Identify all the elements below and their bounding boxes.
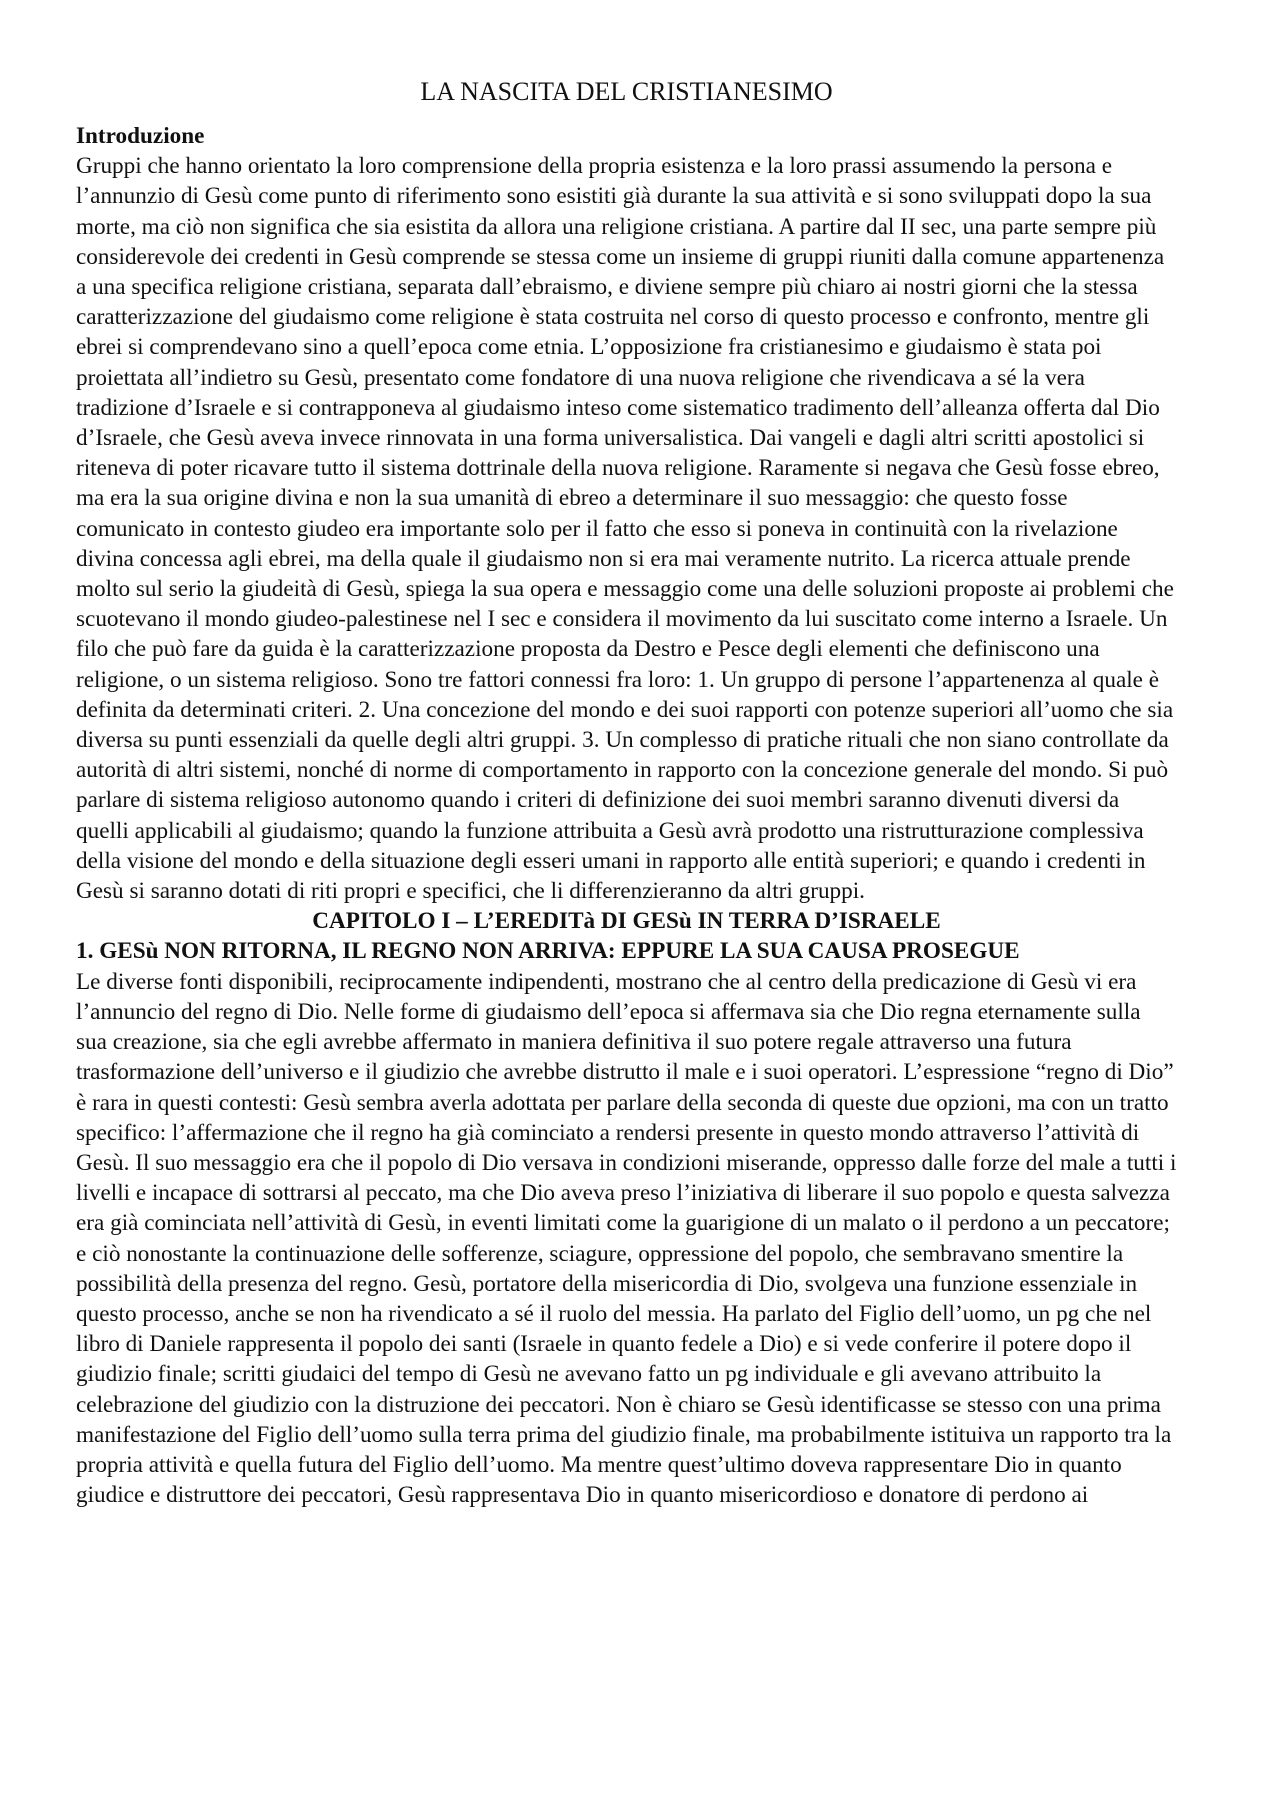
chapter-heading: CAPITOLO I – L’EREDITà DI GESù IN TERRA D’ISRAELE (312, 908, 941, 935)
section-paragraph: Le diverse fonti disponibili, reciprocamente indipendenti, mostrano che al centro della predicazione di Gesù vi era l’annuncio del regno di Dio. Nelle forme di giudaismo dell’epoca si affermava sia che Dio regna eternamente sulla sua creazione, sia che egli avrebbe affermato in maniera definitiva il suo potere regale attraverso una futura trasformazione dell’universo e il giudizio che avrebbe distrutto il male e i suoi operatori. L’espressione “regno di Dio” è rara in questi contesti: Gesù sembra averla adottata per parlare della seconda di queste due opzioni, ma con un tratto specifico: l’affermazione che il regno ha già cominciato a rendersi presente in questo mondo attraverso l’attività di Gesù. Il suo messaggio era che il popolo di Dio versava in condizioni miserande, oppresso dalle forze del male a tutti i livelli e incapace di sottrarsi al peccato, ma che Dio aveva preso l’iniziativa di liberare il suo popolo e questa salvezza era già cominciata nell’attività di Gesù, in eventi limitati come la guarigione di un malato o il perdono a un peccatore; e ciò nonostante la continuazione delle sofferenze, sciagure, oppressione del popolo, che sembravano smentire la possibilità della presenza del regno. Gesù, portatore della misericordia di Dio, svolgeva una funzione essenziale in questo processo, anche se non ha rivendicato a sé il ruolo del messia. Ha parlato del Figlio dell’uomo, un pg che nel libro di Daniele rappresenta il popolo dei santi (Israele in quanto fedele a Dio) e si vede conferire il potere dopo il giudizio finale; scritti giudaici del tempo di Gesù ne avevano fatto un pg individuale e gli avevano attribuito la celebrazione del giudizio con la distruzione dei peccatori. Non è chiaro se Gesù identificasse se stesso con una prima manifestazione del Figlio dell’uomo sulla terra prima del giudizio finale, ma probabilmente istituiva un rapporto tra la propria attività e quella futura del Figlio dell’uomo. Ma mentre quest’ultimo doveva rappresentare Dio in quanto giudice e distruttore dei peccatori, Gesù rappresentava Dio in quanto misericordioso e donatore di perdono ai (76, 968, 1177, 1509)
intro-paragraph: Gruppi che hanno orientato la loro comprensione della propria esistenza e la loro prassi assumendo la persona e l’annunzio di Gesù come punto di riferimento sono esistiti già durante la sua attività e si sono sviluppati dopo la sua morte, ma ciò non significa che sia esistita da allora una religione cristiana. A partire dal II sec, una parte sempre più considerevole dei credenti in Gesù comprende se stessa come un insieme di gruppi riuniti dalla comune appartenenza a una specifica religione cristiana, separata dall’ebraismo, e diviene sempre più chiaro ai nostri giorni che la stessa caratterizzazione del giudaismo come religione è stata costruita nel corso di questo processo e confronto, mentre gli ebrei si comprendevano sino a quell’epoca come etnia. L’opposizione fra cristianesimo e giudaismo è stata poi proiettata all’indietro su Gesù, presentato come fondatore di una nuova religione che rivendicava a sé la vera tradizione d’Israele e si contrapponeva al giudaismo inteso come sistematico tradimento dell’alleanza offerta dal Dio d’Israele, che Gesù aveva invece rinnovata in una forma universalistica. Dai vangeli e dagli altri scritti apostolici si riteneva di poter ricavare tutto il sistema dottrinale della nuova religione. Raramente si negava che Gesù fosse ebreo, ma era la sua origine divina e non la sua umanità di ebreo a determinare il suo messaggio: che questo fosse comunicato in contesto giudeo era importante solo per il fatto che esso si poneva in continuità con la rivelazione divina concessa agli ebrei, ma della quale il giudaismo non si era mai veramente nutrito. La ricerca attuale prende molto sul serio la giudeità di Gesù, spiega la sua opera e messaggio come una delle soluzioni proposte ai problemi che scuotevano il mondo giudeo-palestinese nel I sec e considera il movimento da lui suscitato come interno a Israele. Un filo che può fare da guida è la caratterizzazione proposta da Destro e Pesce degli elementi che definiscono una religione, o un sistema religioso. Sono tre fattori connessi fra loro: 1. Un gruppo di persone l’appartenenza al quale è definita da determinati criteri. 2. Una concezione del mondo e dei suoi rapporti con potenze superiori all’uomo che sia diversa su punti essenziali da quelle degli altri gruppi. 3. Un complesso di pratiche rituali che non siano controllate da autorità di altri sistemi, nonché di norme di comportamento in rapporto con la concezione generale del mondo. Si può parlare di sistema religioso autonomo quando i criteri di definizione dei suoi membri saranno divenuti diversi da quelli applicabili al giudaismo; quando la funzione attribuita a Gesù avrà prodotto una ristrutturazione complessiva della visione del mondo e della situazione degli esseri umani in rapporto alle entità superiori; e quando i credenti in Gesù si saranno dotati di riti propri e specifici, che li differenzieranno da altri gruppi. (76, 153, 1174, 905)
intro-heading: Introduzione (76, 123, 205, 149)
document-page (76, 74, 1177, 1510)
section-heading: 1. GESù NON RITORNA, IL REGNO NON ARRIVA: EPPURE LA SUA CAUSA PROSEGUE (76, 938, 1020, 965)
document-title: LA NASCITA DEL CRISTIANESIMO (420, 77, 833, 106)
